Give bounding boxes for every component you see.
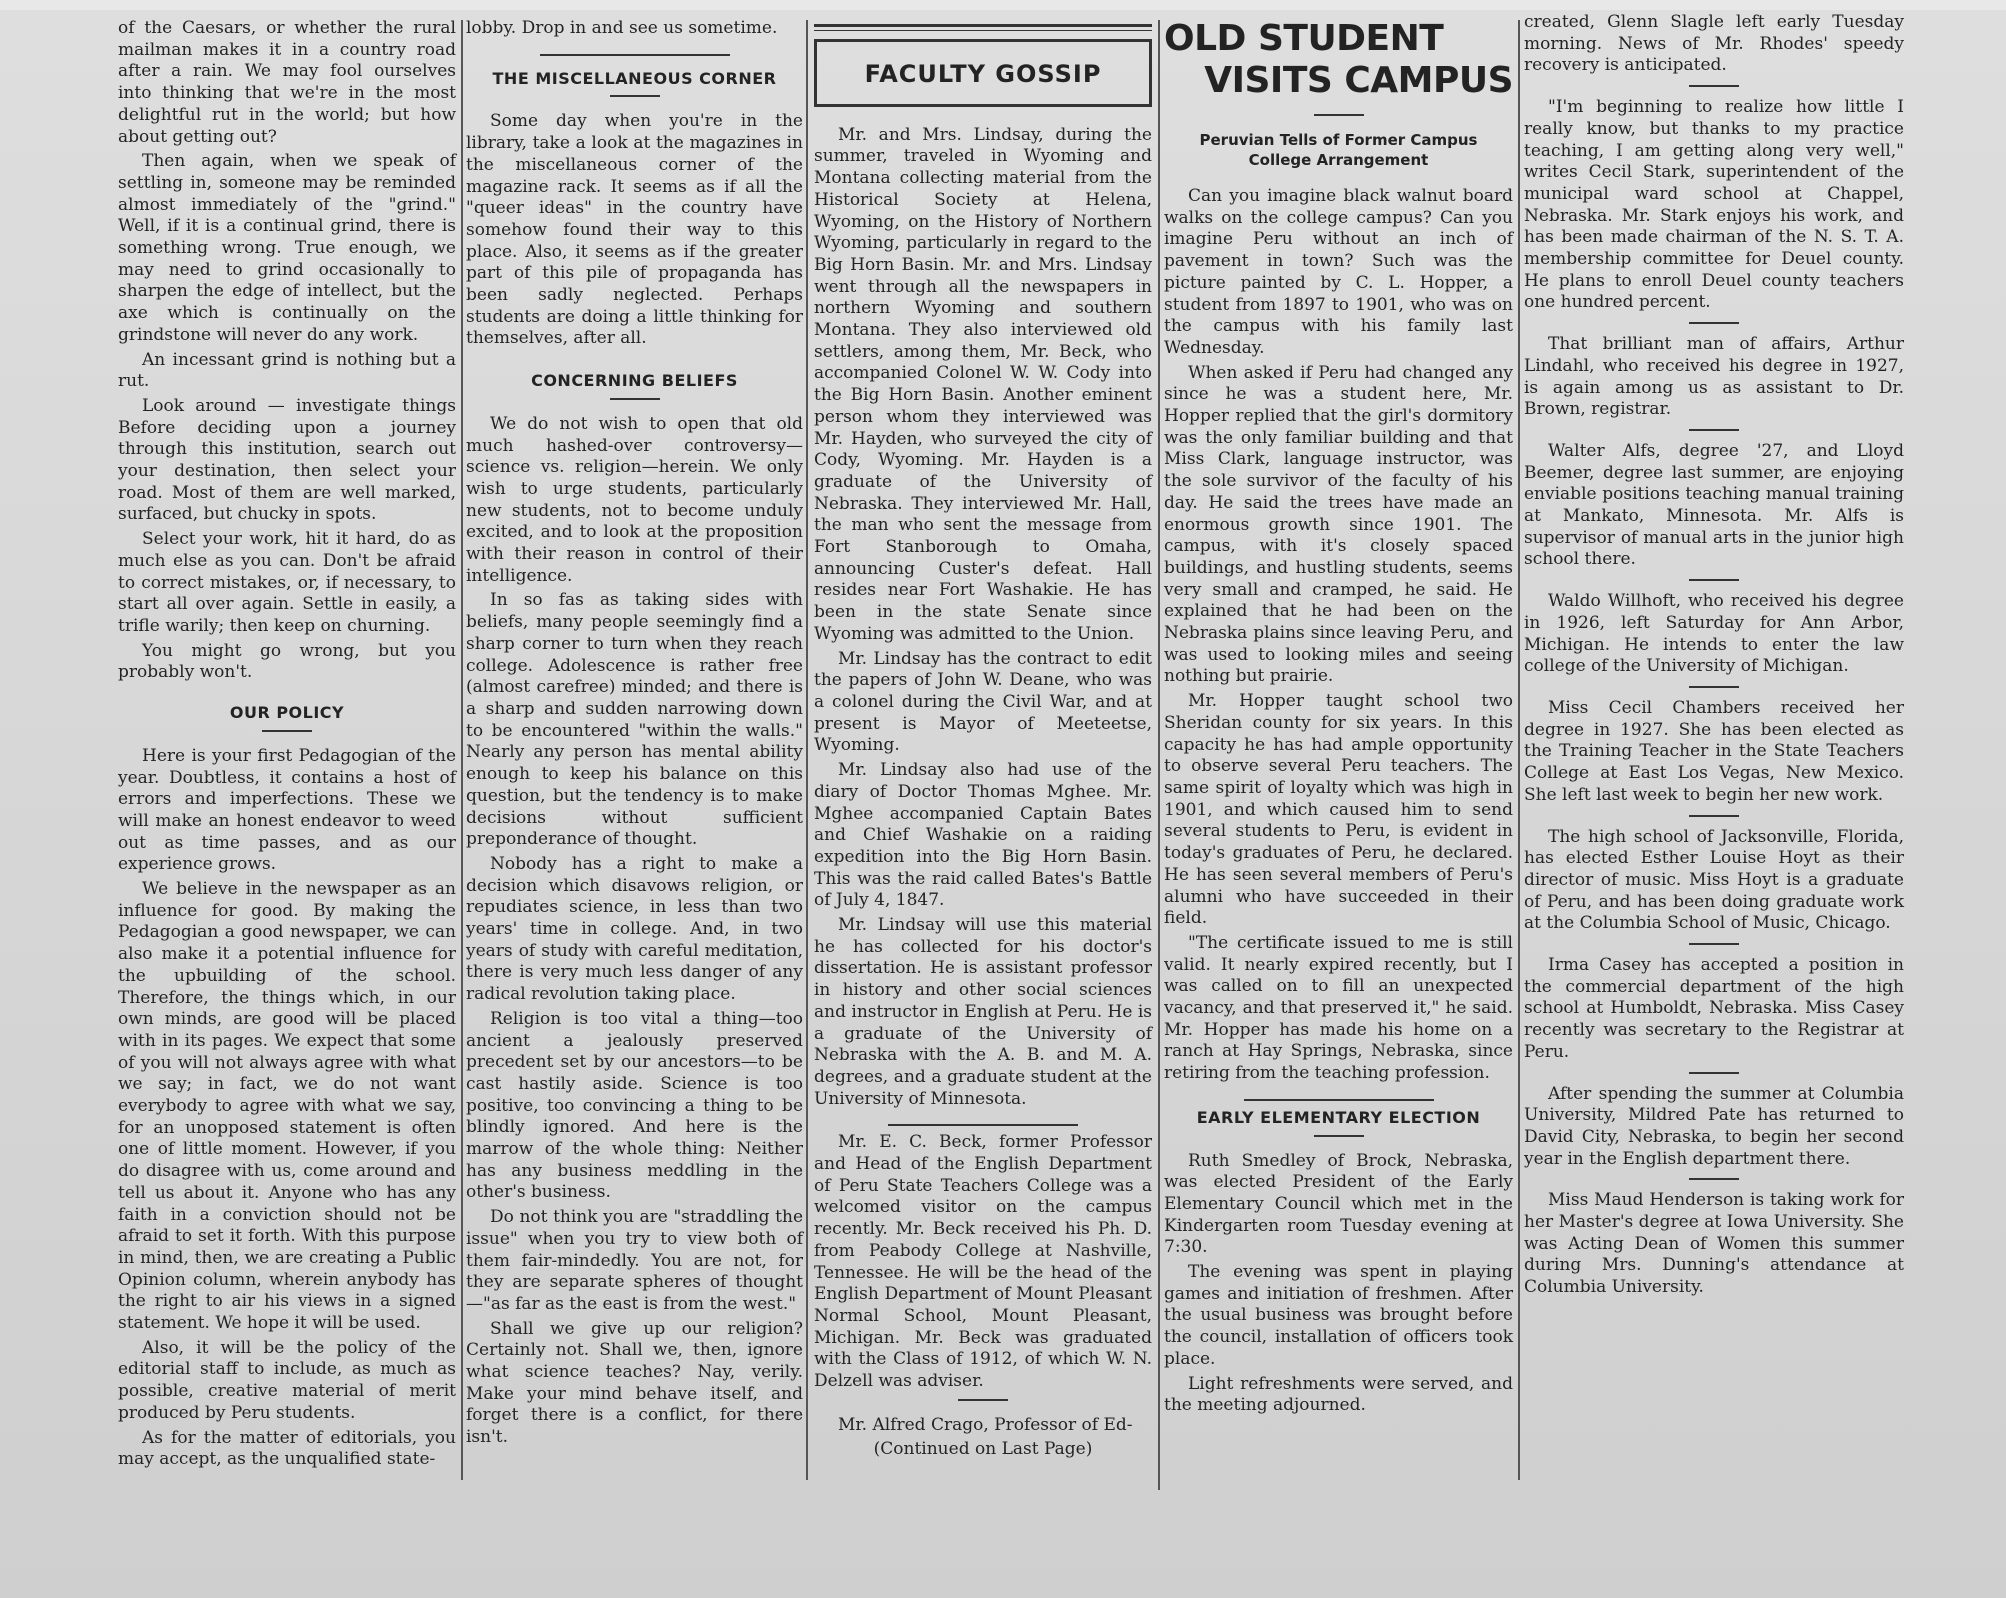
paragraph: Walter Alfs, degree '27, and Lloyd Beemer, degree last summer, are enjoying enviable positions teaching manual training at Mankato, Minnesota. Mr. Alfs is supervisor of manual arts in the junior high school there. — [1524, 440, 1904, 570]
paragraph: "The certificate issued to me is still valid. It nearly expired recently, but I was called on to fill an unexpected vacancy, and that preserved it," he said. Mr. Hopper has made his home on a ranch at Hay Springs, Nebraska, since retiring from the teaching profession. — [1164, 932, 1513, 1084]
divider — [1689, 322, 1739, 324]
divider — [1244, 1099, 1434, 1101]
divider — [1689, 686, 1739, 688]
divider — [1314, 1135, 1364, 1137]
section-heading-our-policy: OUR POLICY — [229, 703, 345, 723]
paragraph: Some day when you're in the library, take a look at the magazines in the miscellaneous corner of the magazine rack. It seems as if all the "queer ideas" in the country have somehow found their way to this place. Also, it seems as if the greater part of this pile of propaganda has been sadly neglected. Perhaps students are doing a little thinking for themselves, after all. — [466, 111, 803, 349]
column-1 — [118, 18, 456, 1471]
divider — [262, 730, 312, 732]
paragraph: Mr. Lindsay will use this material he has collected for his doctor's dissertation. He is assistant professor in history and other social sciences and instructor in English at Peru. He is a graduate of the University of Nebraska with the A. B. and M. A. degrees, and a graduate student at the University of Minnesota. — [814, 915, 1152, 1109]
paragraph: Also, it will be the policy of the editorial staff to include, as much as possible, creative material of merit produced by Peru students. — [118, 1337, 456, 1423]
paragraph: Ruth Smedley of Brock, Nebraska, was elected President of the Early Elementary Council which met in the Kindergarten room Tuesday evening at 7:30. — [1164, 1150, 1513, 1258]
paragraph: Religion is too vital a thing—too ancient a jealously preserved precedent set by our ancestors—to be cast hastily aside. Science is too positive, too convincing a thing to be blindly ignored. And here is the marrow of the whole thing: Neither has any business meddling in the other's business. — [466, 1008, 803, 1203]
paragraph: of the Caesars, or whether the rural mailman makes it in a country road after a rain. We may fool ourselves into thinking that we're in the most delightful rut in the world; but how about getting out? — [118, 18, 456, 147]
divider — [1689, 1178, 1739, 1180]
continued-note: (Continued on Last Page) — [873, 1439, 1093, 1460]
section-heading-early-elementary-election: EARLY ELEMENTARY ELECTION — [1196, 1107, 1481, 1127]
paragraph: In so fas as taking sides with beliefs, many people seemingly find a sharp corner to turn when they reach college. Adolescence is rather free (almost carefree) minded; and there is a sharp and sudden narrowing down to be encountered "within the walls." Nearly any person has mental ability enough to keep his balance on this question, but the tendency is to make decisions without sufficient preponderance of thought. — [466, 590, 803, 850]
paragraph: As for the matter of editorials, you may accept, as the unqualified state- — [118, 1427, 456, 1470]
section-heading-concerning-beliefs: CONCERNING BELIEFS — [531, 371, 738, 391]
paragraph: Mr. Lindsay also had use of the diary of Doctor Thomas Mghee. Mr. Mghee accompanied Captain Bates and Chief Washakie on a raiding expedition into the Big Horn Basin. This was the raid called Bates's Battle of July 4, 1847. — [814, 760, 1152, 911]
divider — [1689, 429, 1739, 431]
paragraph: You might go wrong, but you probably won't. — [118, 640, 456, 683]
subheadline-line-1: Peruvian Tells of Former Campus — [1199, 131, 1478, 149]
paragraph: Miss Cecil Chambers received her degree in 1927. She has been elected as the Training Teacher in the State Teachers College at East Los Vegas, New Mexico. She left last week to begin her new work. — [1524, 697, 1904, 805]
section-heading-miscellaneous-corner: THE MISCELLANEOUS CORNER — [492, 68, 777, 88]
divider — [958, 1399, 1008, 1401]
top-edge — [0, 0, 2006, 10]
paragraph: "I'm beginning to realize how little I really know, but thanks to my practice teaching, I am getting along very well," writes Cecil Stark, superintendent of the municipal ward school at Chappel, Nebraska. Mr. Stark enjoys his work, and has been made chairman of the N. S. T. A. membership committee for Deuel county. He plans to enroll Deuel county teachers one hundred percent. — [1524, 97, 1904, 313]
paragraph: We do not wish to open that old much hashed-over controversy—science vs. religion—herein. We only wish to urge students, particularly new students, not to become unduly excited, and to look at the proposition with their reason in control of their intelligence. — [466, 413, 803, 586]
headline-line-1: OLD STUDENT — [1164, 18, 1444, 59]
paragraph: That brilliant man of affairs, Arthur Lindahl, who received his degree in 1927, is again among us as assistant to Dr. Brown, registrar. — [1524, 334, 1904, 420]
headline-line-2: VISITS CAMPUS — [1204, 60, 1513, 101]
faculty-gossip-heading: FACULTY GOSSIP — [814, 39, 1152, 107]
paragraph: Can you imagine black walnut board walks on the college campus? Can you imagine Peru without an inch of pavement in town? Such was the picture painted by C. L. Hopper, a student from 1897 to 1901, who was on the campus with his family last Wednesday. — [1164, 186, 1513, 358]
subheadline — [1164, 130, 1513, 170]
column-rule — [1518, 20, 1520, 1480]
divider — [888, 1124, 1078, 1126]
paragraph: Waldo Willhoft, who received his degree in 1926, left Saturday for Ann Arbor, Michigan. He intends to enter the law college of the University of Michigan. — [1524, 591, 1904, 677]
column-3 — [814, 18, 1152, 1461]
paragraph: Then again, when we speak of settling in, someone may be reminded almost immediately of the "grind." Well, if it is a continual grind, there is something wrong. True enough, we may need to grind occasionally to sharpen the edge of intellect, but the axe which is continually on the grindstone will never do any work. — [118, 151, 456, 345]
rule — [814, 30, 1152, 31]
divider — [1689, 943, 1739, 945]
paragraph: The evening was spent in playing games and initiation of freshmen. After the usual business was brought before the council, installation of officers took place. — [1164, 1262, 1513, 1369]
paragraph: Mr. Alfred Crago, Professor of Ed- — [838, 1414, 1133, 1435]
paragraph: Here is your first Pedagogian of the year. Doubtless, it contains a host of errors and imperfections. These we will make an honest endeavor to weed out as time passes, and as our experience grows. — [118, 745, 456, 875]
divider — [1689, 85, 1739, 87]
paragraph: lobby. Drop in and see us sometime. — [466, 18, 778, 38]
old-student-headline — [1164, 18, 1513, 102]
paragraph: Mr. and Mrs. Lindsay, during the summer, traveled in Wyoming and Montana collecting material from the Historical Society at Helena, Wyoming, on the History of Northern Wyoming, particularly in regard to the Big Horn Basin. Mr. and Mrs. Lindsay went through all the newspapers in northern Wyoming and southern Montana. They also interviewed old settlers, among them, Mr. Beck, who accompanied Colonel W. W. Cody into the Big Horn Basin. Another eminent person whom they interviewed was Mr. Hayden, who surveyed the city of Cody, Wyoming. Mr. Hayden is a graduate of the University of Nebraska. They interviewed Mr. Hall, the man who sent the message from Fort Stanborough to Omaha, announcing Custer's defeat. Hall resides near Fort Washakie. He has been in the state Senate since Wyoming was admitted to the Union. — [814, 124, 1152, 644]
paragraph: Nobody has a right to make a decision which disavows religion, or repudiates science, in less than two years' time in college. And, in two years of study with careful meditation, there is very much less danger of any radical revolution taking place. — [466, 853, 803, 1005]
divider — [610, 95, 660, 97]
paragraph: After spending the summer at Columbia University, Mildred Pate has returned to David City, Nebraska, to begin her second year in the English department there. — [1524, 1083, 1904, 1169]
paragraph: Mr. Hopper taught school two Sheridan county for six years. In this capacity he has had ample opportunity to observe several Peru teachers. The same spirit of loyalty which was high in 1901, and which caused him to send several students to Peru, is evident in today's graduates of Peru, he declared. He has seen several members of Peru's alumni who have succeeded in their field. — [1164, 691, 1513, 929]
column-rule — [806, 20, 808, 1480]
divider — [1689, 1072, 1739, 1074]
paragraph: Light refreshments were served, and the meeting adjourned. — [1164, 1373, 1513, 1416]
column-rule — [461, 20, 463, 1480]
column-5 — [1524, 12, 1904, 1299]
paragraph: The high school of Jacksonville, Florida, has elected Esther Louise Hoyt as their director of music. Miss Hoyt is a graduate of Peru, and has been doing graduate work at the Columbia School of Music, Chicago. — [1524, 826, 1904, 934]
divider — [540, 54, 730, 56]
paragraph: Do not think you are "straddling the issue" when you try to view both of them fair-mindedly. You are not, for they are separate spheres of thought—"as far as the east is from the west." — [466, 1207, 803, 1314]
column-4 — [1164, 18, 1513, 1417]
paragraph: Irma Casey has accepted a position in the commercial department of the high school at Humboldt, Nebraska. Miss Casey recently was secretary to the Registrar at Peru. — [1524, 955, 1904, 1062]
paragraph: Select your work, hit it hard, do as much else as you can. Don't be afraid to correct mistakes, or, if necessary, to start all over again. Settle in easily, a trifle warily; then keep on churning. — [118, 529, 456, 636]
subheadline-line-2: College Arrangement — [1248, 151, 1429, 169]
divider — [610, 398, 660, 400]
column-rule — [1158, 20, 1160, 1490]
paragraph: Look around — investigate things Before deciding upon a journey through this institution, search out your destination, then select your road. Most of them are well marked, surfaced, but chucky in spots. — [118, 395, 456, 525]
divider — [1689, 579, 1739, 581]
paragraph: created, Glenn Slagle left early Tuesday morning. News of Mr. Rhodes' speedy recovery is anticipated. — [1524, 12, 1904, 76]
paragraph: When asked if Peru had changed any since he was a student here, Mr. Hopper replied that the girl's dormitory was the only familiar building and that Miss Clark, language instructor, was the sole survivor of the faculty of his day. He said the trees have made an enormous growth since 1901. The campus, with it's closely spaced buildings, and hustling students, seems very small and cramped, he said. He explained that he had been on the Nebraska plains since leaving Peru, and was used to looking miles and seeing nothing but prairie. — [1164, 362, 1513, 687]
paragraph: Shall we give up our religion? Certainly not. Shall we, then, ignore what science teaches? Nay, verily. Make your mind behave itself, and forget there is a conflict, for there isn't. — [466, 1318, 803, 1448]
divider — [1314, 114, 1364, 116]
paragraph: Mr. E. C. Beck, former Professor and Head of the English Department of Peru State Teachers College was a welcomed visitor on the campus recently. Mr. Beck received his Ph. D. from Peabody College at Nashville, Tennessee. He will be the head of the English Department of Mount Pleasant Normal School, Mount Pleasant, Michigan. Mr. Beck was graduated with the Class of 1912, of which W. N. Delzell was adviser. — [814, 1132, 1152, 1392]
rule — [814, 24, 1152, 27]
paragraph: Miss Maud Henderson is taking work for her Master's degree at Iowa University. She was Acting Dean of Women this summer during Mrs. Dunning's attendance at Columbia University. — [1524, 1190, 1904, 1298]
paragraph: We believe in the newspaper as an influence for good. By making the Pedagogian a good newspaper, we can also make it a potential influence for the upbuilding of the school. Therefore, the things which, in our own minds, are good will be placed with in its pages. We expect that some of you will not always agree with what we say; in fact, we do not want everybody to agree with what we say, for an unopposed statement is often one of little moment. However, if you do disagree with us, come around and tell us about it. Anyone who has any faith in a conviction should not be afraid to set it forth. With this purpose in mind, then, we are creating a Public Opinion column, wherein anybody has the right to air his views in a signed statement. We hope it will be used. — [118, 879, 456, 1334]
column-2 — [466, 18, 803, 1449]
paragraph: An incessant grind is nothing but a rut. — [118, 349, 456, 392]
divider — [1689, 815, 1739, 817]
paragraph: Mr. Lindsay has the contract to edit the papers of John W. Deane, who was a colonel during the Civil War, and at present is Mayor of Meeteetse, Wyoming. — [814, 648, 1152, 756]
